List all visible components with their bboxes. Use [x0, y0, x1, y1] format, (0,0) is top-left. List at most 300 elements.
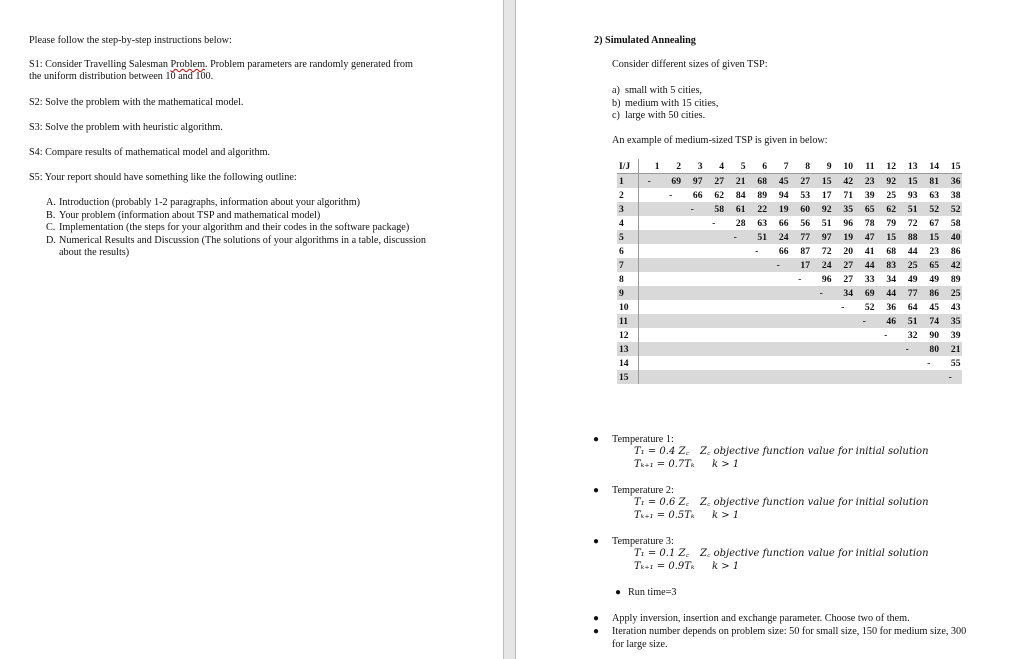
table-cell [747, 356, 769, 370]
table-cell [661, 370, 683, 384]
temperature-block [593, 536, 674, 549]
table-row [617, 272, 962, 286]
table-cell [661, 272, 683, 286]
table-cell: 27 [833, 258, 855, 272]
table-cell [768, 342, 790, 356]
table-row [617, 314, 962, 328]
table-cell [661, 202, 683, 216]
table-cell: 66 [692, 189, 703, 201]
table-cell [747, 328, 769, 342]
table-row-header: 1 [617, 174, 639, 189]
table-cell [876, 370, 898, 384]
outline-marker: A. [46, 197, 56, 208]
table-row [617, 244, 962, 258]
table-row-header: 7 [617, 258, 639, 272]
outline-item [46, 235, 446, 260]
temperature-label: Temperature 2: [612, 485, 674, 496]
table-cell [897, 370, 919, 384]
temp-formula-cond: k > 1 [712, 510, 740, 521]
bottom-bullet [593, 613, 910, 626]
table-cell [854, 356, 876, 370]
table-cell: 52 [940, 202, 962, 216]
table-cell [811, 370, 833, 384]
temp-formula-tk: Tₖ₊₁ = 0.9Tₖ [634, 561, 695, 572]
runtime-text: Run time=3 [628, 587, 677, 598]
table-cell: 36 [940, 174, 962, 189]
table-cell: - [725, 230, 747, 244]
table-cell: 67 [929, 217, 939, 229]
size-text: large with 50 cities. [625, 110, 706, 121]
table-cell: 83 [876, 258, 898, 272]
table-cell: 24 [811, 258, 833, 272]
table-cell: 25 [897, 258, 919, 272]
table-cell [704, 342, 726, 356]
table-cell [747, 272, 769, 286]
table-row [617, 342, 962, 356]
table-cell [854, 328, 876, 342]
table-column-header: 13 [897, 159, 919, 174]
table-cell [704, 258, 726, 272]
table-cell: 41 [864, 245, 875, 257]
table-cell [768, 370, 790, 384]
table-cell [833, 356, 855, 370]
table-cell: 58 [704, 202, 726, 216]
tsp-distance-table [617, 159, 962, 384]
table-cell [725, 342, 747, 356]
table-cell: 96 [821, 273, 832, 285]
table-cell [747, 258, 769, 272]
table-cell [639, 230, 661, 244]
table-cell: - [884, 329, 888, 341]
step-s3: S3: Solve the problem with heuristic algorithm. [29, 122, 223, 133]
table-cell [682, 342, 704, 356]
table-cell: 15 [919, 230, 941, 244]
table-cell: 33 [864, 273, 875, 285]
table-cell [790, 314, 812, 328]
table-cell: 46 [876, 314, 898, 328]
temp-formula-cond: k > 1 [712, 459, 740, 470]
table-cell [725, 244, 747, 258]
table-cell [639, 300, 661, 314]
table-cell [661, 356, 683, 370]
temp-formula-desc: Z꜀ objective function value for initial solution [700, 497, 929, 508]
outline-item [46, 197, 446, 210]
table-cell: 89 [950, 273, 961, 285]
outline-text: Implementation (the steps for your algorithm and their codes in the software package) [59, 222, 410, 233]
table-cell: 23 [929, 245, 939, 257]
table-cell: 61 [725, 202, 747, 216]
table-column-header: 10 [833, 159, 855, 174]
table-column-header: 5 [725, 159, 747, 174]
table-cell: 49 [929, 273, 939, 285]
table-cell [661, 328, 683, 342]
table-cell: 88 [897, 230, 919, 244]
table-cell: - [639, 174, 661, 189]
table-cell [725, 356, 747, 370]
table-row-header: 11 [617, 314, 639, 328]
step-s2: S2: Solve the problem with the mathematical model. [29, 97, 244, 108]
table-column-header: 8 [790, 159, 812, 174]
table-cell: 15 [876, 230, 898, 244]
table-cell: - [669, 189, 673, 201]
table-cell: 51 [747, 230, 769, 244]
table-cell [725, 328, 747, 342]
table-cell: - [768, 258, 790, 272]
table-cell [790, 300, 812, 314]
table-row [617, 216, 962, 230]
table-cell: 34 [886, 273, 896, 285]
table-cell [897, 356, 919, 370]
table-cell: 40 [940, 230, 962, 244]
table-cell: 65 [854, 202, 876, 216]
outline-marker: B. [46, 209, 56, 221]
table-row-header: 6 [617, 244, 639, 258]
table-cell [704, 356, 726, 370]
size-item [612, 85, 718, 98]
table-cell: 79 [886, 217, 896, 229]
table-cell: 92 [876, 174, 898, 189]
table-cell [639, 370, 661, 384]
table-cell: 69 [854, 286, 876, 300]
table-cell: 19 [833, 230, 855, 244]
size-marker: c) [612, 110, 620, 121]
outline-marker: D. [46, 234, 56, 246]
step-s1-part1: S1: Consider Travelling Salesman [29, 59, 171, 70]
table-cell [790, 370, 812, 384]
table-cell: 74 [919, 314, 941, 328]
table-column-header: 14 [919, 159, 941, 174]
table-cell: 51 [897, 202, 919, 216]
consider-text: Consider different sizes of given TSP: [612, 59, 768, 70]
table-cell: 44 [907, 245, 918, 257]
table-column-header: 9 [811, 159, 833, 174]
table-cell: 84 [735, 189, 746, 201]
table-cell: 27 [704, 174, 726, 189]
table-cell: - [927, 357, 931, 369]
temperature-block [593, 485, 674, 498]
runtime-block [615, 587, 677, 600]
table-cell: 66 [778, 245, 789, 257]
size-item [612, 98, 718, 111]
table-cell: 42 [833, 174, 855, 189]
page-gutter [503, 0, 516, 659]
table-corner-header: I/J [617, 159, 639, 174]
table-cell: 21 [725, 174, 747, 189]
table-cell: 45 [768, 174, 790, 189]
table-cell: 35 [940, 314, 962, 328]
table-cell [682, 230, 704, 244]
table-row [617, 286, 962, 300]
table-cell: 97 [682, 174, 704, 189]
bottom-text-2-line2: for large size. [612, 638, 668, 650]
step-s1 [29, 59, 413, 72]
bottom-text-1: Apply inversion, insertion and exchange parameter. Choose two of them. [612, 613, 910, 624]
table-column-header: 4 [704, 159, 726, 174]
outline-text: Your problem (information about TSP and mathematical model) [59, 209, 321, 221]
table-cell [639, 258, 661, 272]
temp-formula-t1: T₁ = 0.1 Z꜀ [634, 548, 689, 559]
table-cell: 15 [811, 174, 833, 189]
temperature-label: Temperature 1: [612, 434, 674, 445]
table-cell: 78 [864, 217, 875, 229]
table-cell: 55 [950, 357, 961, 369]
table-cell [725, 272, 747, 286]
table-cell: - [682, 202, 704, 216]
table-cell [639, 244, 661, 258]
instructions-intro: Please follow the step-by-step instructions below: [29, 35, 232, 46]
size-marker: a) [612, 85, 620, 96]
table-cell: 92 [811, 202, 833, 216]
table-row [617, 300, 962, 314]
bullet-icon: ● [593, 626, 600, 637]
table-cell: - [854, 314, 876, 328]
table-cell: 52 [864, 301, 875, 313]
size-text: medium with 15 cities, [625, 97, 719, 109]
example-text: An example of medium-sized TSP is given in below: [612, 135, 828, 146]
table-cell: 72 [907, 217, 918, 229]
table-cell [811, 300, 833, 314]
table-cell: - [798, 273, 802, 285]
bullet-icon: ● [615, 587, 622, 598]
table-cell [682, 300, 704, 314]
table-cell: 25 [886, 189, 896, 201]
temp-formula-cond: k > 1 [712, 561, 740, 572]
outline-marker: C. [46, 222, 56, 233]
table-cell [639, 342, 661, 356]
table-row [617, 356, 962, 370]
table-cell [768, 300, 790, 314]
table-cell [833, 328, 855, 342]
table-cell [661, 216, 683, 230]
table-cell: 20 [843, 245, 853, 257]
bullet-icon: ● [593, 613, 600, 624]
table-cell: 87 [800, 245, 810, 257]
table-cell [639, 188, 661, 202]
table-cell: 86 [919, 286, 941, 300]
size-item [612, 110, 718, 123]
size-list [612, 85, 718, 123]
table-cell: 63 [757, 217, 767, 229]
table-cell: 51 [821, 217, 832, 229]
temp-formula-t1: T₁ = 0.6 Z꜀ [634, 497, 689, 508]
table-cell: 58 [950, 217, 961, 229]
table-cell: 90 [929, 329, 939, 341]
table-cell: 49 [907, 273, 918, 285]
bullet-icon: ● [593, 434, 600, 445]
table-row [617, 370, 962, 384]
table-cell [704, 230, 726, 244]
table-column-header: 15 [940, 159, 962, 174]
table-cell [682, 258, 704, 272]
step-s1-part2: . Problem parameters are randomly generated from [205, 59, 413, 70]
table-cell: 47 [854, 230, 876, 244]
table-row [617, 174, 962, 189]
temp-formula-desc: Z꜀ objective function value for initial solution [700, 446, 929, 457]
table-row [617, 328, 962, 342]
table-row [617, 188, 962, 202]
table-cell: 81 [919, 174, 941, 189]
table-cell [833, 370, 855, 384]
section-heading: 2) Simulated Annealing [594, 35, 696, 46]
table-row-header: 15 [617, 370, 639, 384]
table-row-header: 8 [617, 272, 639, 286]
table-cell [725, 314, 747, 328]
table-cell: 80 [919, 342, 941, 356]
table-row-header: 2 [617, 188, 639, 202]
table-cell [661, 342, 683, 356]
table-cell: 36 [886, 301, 896, 313]
table-cell: 24 [768, 230, 790, 244]
temp-formula-desc: Z꜀ objective function value for initial solution [700, 548, 929, 559]
table-column-header: 6 [747, 159, 769, 174]
table-cell [682, 272, 704, 286]
table-cell: 97 [811, 230, 833, 244]
table-cell: 27 [790, 174, 812, 189]
table-cell [682, 356, 704, 370]
table-row-header: 9 [617, 286, 639, 300]
table-cell [854, 370, 876, 384]
table-cell: 25 [940, 286, 962, 300]
temp-formula-tk: Tₖ₊₁ = 0.5Tₖ [634, 510, 695, 521]
table-cell [639, 216, 661, 230]
table-cell [704, 244, 726, 258]
table-cell [704, 370, 726, 384]
table-cell [704, 314, 726, 328]
table-cell [833, 314, 855, 328]
table-cell [661, 314, 683, 328]
table-cell [747, 286, 769, 300]
table-cell: 43 [950, 301, 961, 313]
table-cell [790, 286, 812, 300]
table-cell: 15 [897, 174, 919, 189]
outline-text: Introduction (probably 1-2 paragraphs, information about your algorithm) [59, 197, 361, 208]
table-cell: 62 [714, 189, 724, 201]
table-cell: 39 [950, 329, 961, 341]
table-cell [704, 272, 726, 286]
outline-text: Numerical Results and Discussion (The solutions of your algorithms in a table, discussion about the results) [59, 234, 426, 258]
table-cell [811, 342, 833, 356]
table-cell: 17 [790, 258, 812, 272]
table-cell: 52 [919, 202, 941, 216]
table-column-header: 12 [876, 159, 898, 174]
table-cell: 77 [897, 286, 919, 300]
bullet-icon: ● [593, 536, 600, 547]
table-row-header: 3 [617, 202, 639, 216]
table-cell [639, 328, 661, 342]
table-row-header: 5 [617, 230, 639, 244]
table-cell: 53 [800, 189, 810, 201]
outline-item [46, 210, 446, 223]
table-cell [682, 328, 704, 342]
report-outline [46, 197, 446, 260]
step-s1-line2: the uniform distribution between 10 and 100. [29, 71, 214, 82]
table-cell [725, 370, 747, 384]
table-cell: 68 [886, 245, 896, 257]
table-cell: 45 [929, 301, 939, 313]
table-cell: 72 [821, 245, 832, 257]
table-column-header: 1 [639, 159, 661, 174]
temperature-label: Temperature 3: [612, 536, 674, 547]
table-cell [768, 272, 790, 286]
table-cell: 60 [790, 202, 812, 216]
table-row-header: 4 [617, 216, 639, 230]
table-cell: 32 [907, 329, 918, 341]
table-column-header: 7 [768, 159, 790, 174]
table-cell [747, 370, 769, 384]
table-cell [704, 328, 726, 342]
table-cell: 86 [950, 245, 961, 257]
table-cell [768, 286, 790, 300]
table-cell [790, 342, 812, 356]
bullet-icon: ● [593, 485, 600, 496]
table-cell [747, 300, 769, 314]
outline-item [46, 222, 446, 235]
table-cell [661, 286, 683, 300]
table-cell: 63 [929, 189, 939, 201]
table-row [617, 230, 962, 244]
table-cell: 56 [800, 217, 810, 229]
table-cell [639, 202, 661, 216]
table-cell [747, 314, 769, 328]
table-cell [854, 342, 876, 356]
size-marker: b) [612, 97, 621, 109]
table-cell: 44 [876, 286, 898, 300]
table-cell [639, 314, 661, 328]
table-cell [725, 258, 747, 272]
table-cell: 17 [821, 189, 832, 201]
table-column-header: 2 [661, 159, 683, 174]
table-cell: 77 [790, 230, 812, 244]
table-cell: 62 [876, 202, 898, 216]
step-s5: S5: Your report should have something like the following outline: [29, 172, 297, 183]
table-cell: 96 [843, 217, 853, 229]
table-cell: 68 [747, 174, 769, 189]
temp-formula-t1: T₁ = 0.4 Z꜀ [634, 446, 689, 457]
step-s4: S4: Compare results of mathematical model and algorithm. [29, 147, 271, 158]
table-row [617, 202, 962, 216]
table-cell [876, 356, 898, 370]
table-cell [768, 328, 790, 342]
table-cell: - [940, 370, 962, 384]
bottom-text-2: Iteration number depends on problem size: 50 for small size, 150 for medium size, 300 [612, 626, 967, 637]
table-column-header: 3 [682, 159, 704, 174]
table-cell [811, 328, 833, 342]
table-cell [661, 244, 683, 258]
table-cell [682, 286, 704, 300]
table-cell: 51 [897, 314, 919, 328]
misspelled-word[interactable]: Problem [170, 59, 206, 70]
table-cell [682, 314, 704, 328]
table-cell [704, 300, 726, 314]
table-row-header: 10 [617, 300, 639, 314]
table-cell: 38 [950, 189, 961, 201]
table-cell [704, 286, 726, 300]
table-cell [661, 230, 683, 244]
temp-formula-tk: Tₖ₊₁ = 0.7Tₖ [634, 459, 695, 470]
table-cell: - [712, 217, 716, 229]
table-cell: 71 [843, 189, 853, 201]
table-cell: 34 [833, 286, 855, 300]
table-cell: 89 [757, 189, 767, 201]
size-text: small with 5 cities, [625, 85, 702, 96]
table-cell [682, 370, 704, 384]
table-cell [725, 286, 747, 300]
table-cell: 22 [747, 202, 769, 216]
table-cell [919, 370, 941, 384]
table-cell [790, 328, 812, 342]
table-cell [661, 300, 683, 314]
table-cell [876, 342, 898, 356]
